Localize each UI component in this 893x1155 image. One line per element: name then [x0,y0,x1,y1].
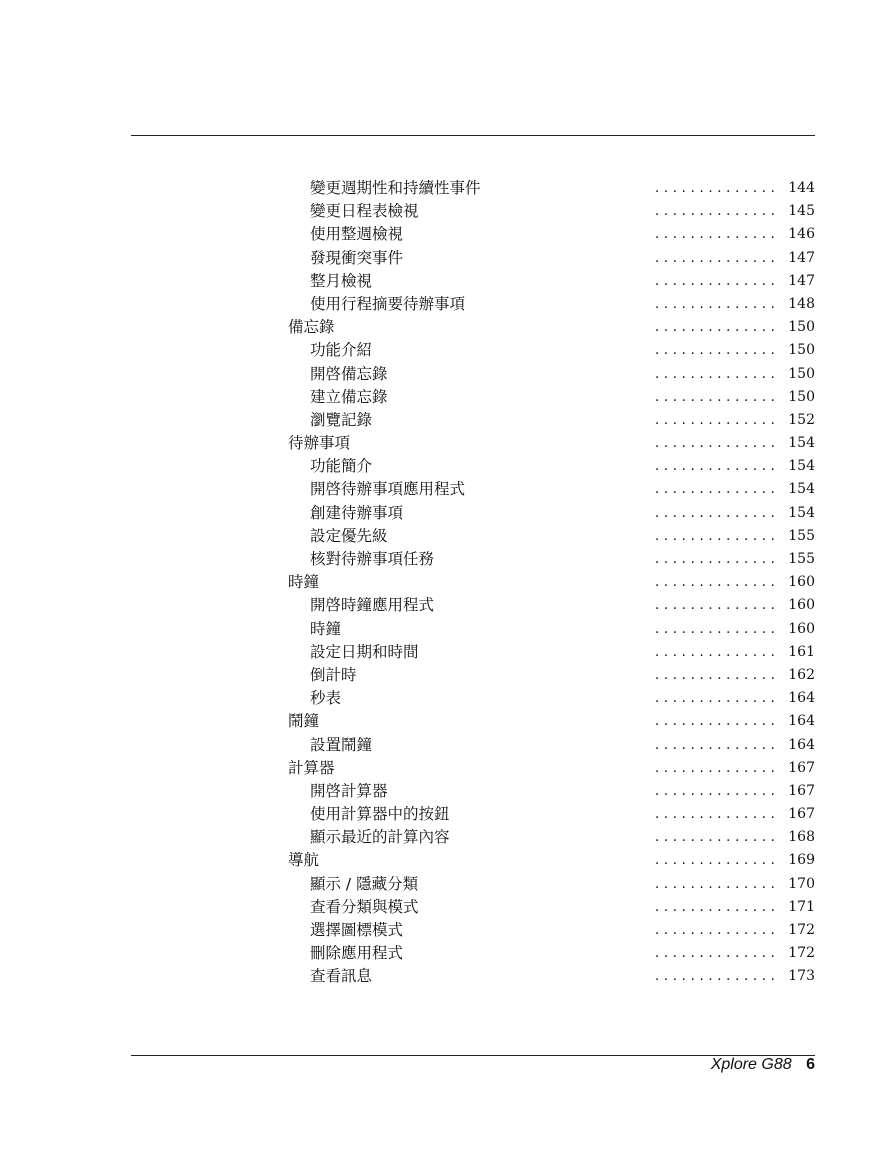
toc-subsection-entry[interactable] [288,826,815,849]
toc-subsection-entry[interactable] [288,548,815,571]
toc-entry-page-number: 146 [788,226,815,243]
toc-entry-page-number: 154 [788,481,815,498]
dot-leader: . . . . . . . . . . . . . . [654,782,775,799]
dot-leader: . . . . . . . . . . . . . . [654,922,775,938]
toc-entry-page-number: 155 [788,527,815,544]
footer-product-name: Xplore G88 [710,1056,792,1073]
toc-section-entry[interactable] [288,757,815,780]
toc-entry-title: 待辦事項 [288,434,354,452]
toc-subsection-entry[interactable] [288,200,815,223]
toc-subsection-entry[interactable] [288,965,815,988]
toc-entry-page-number: 145 [788,203,815,220]
toc-entry-page-number: 161 [788,643,815,660]
toc-entry-page-number: 150 [788,319,815,336]
toc-subsection-entry[interactable] [288,409,815,432]
toc-entry-title: 功能簡介 [310,457,376,475]
toc-entry-page-number: 167 [788,782,815,799]
toc-entry-title: 開啓時鐘應用程式 [310,596,438,614]
toc-entry-title: 發現衝突事件 [310,249,407,267]
dot-leader: . . . . . . . . . . . . . . [654,620,775,637]
dot-leader: . . . . . . . . . . . . . . [654,968,775,985]
dot-leader: . . . . . . . . . . . . . . [654,574,775,591]
toc-entry-title: 整月檢視 [310,272,376,290]
dot-leader: . . . . . . . . . . . . . . [654,713,775,730]
dot-leader: . . . . . . . . . . . . . . [654,759,775,776]
dot-leader: . . . . . . . . . . . . . . [654,295,775,312]
toc-entry-page-number: 171 [788,898,815,915]
toc-entry-title: 刪除應用程式 [310,944,407,962]
toc-entry-title: 瀏覽記錄 [310,411,376,429]
dot-leader: . . . . . . . . . . . . . . [654,342,775,359]
dot-leader: . . . . . . . . . . . . . . [654,806,775,823]
toc-entry-page-number: 144 [788,180,815,196]
dot-leader: . . . . . . . . . . . . . . [654,319,775,336]
dot-leader: . . . . . . . . . . . . . . [654,597,775,614]
toc-subsection-entry[interactable] [288,270,815,293]
toc-entry-title: 查看分類與模式 [310,898,423,916]
toc-entry-page-number: 155 [788,551,815,567]
toc-entry-page-number: 160 [788,620,815,637]
toc-entry-page-number: 168 [788,829,815,846]
toc-subsection-entry[interactable] [288,363,815,386]
toc-entry-title: 變更週期性和持續性事件 [310,179,485,197]
toc-entry-title: 顯示 / 隱藏分類 [310,875,422,893]
toc-entry-title: 計算器 [288,759,339,777]
toc-subsection-entry[interactable] [288,478,815,501]
toc-entry-title: 使用行程摘要待辦事項 [310,295,469,313]
toc-entry-page-number: 160 [788,597,815,614]
toc-entry-title: 開啓備忘錄 [310,365,392,383]
dot-leader: . . . . . . . . . . . . . . [654,736,775,753]
toc-entry-page-number: 147 [788,272,815,289]
toc-subsection-entry[interactable] [288,525,815,548]
toc-entry-title: 導航 [288,851,323,869]
dot-leader: . . . . . . . . . . . . . . [654,249,775,266]
toc-subsection-entry[interactable] [288,803,815,826]
toc-entry-page-number: 164 [788,713,815,730]
toc-entry-page-number: 154 [788,458,815,475]
toc-subsection-entry[interactable] [288,664,815,687]
toc-entry-title: 時鐘 [288,573,323,591]
toc-subsection-entry[interactable] [288,386,815,409]
dot-leader: . . . . . . . . . . . . . . [654,852,775,869]
toc-entry-page-number: 162 [788,666,815,683]
dot-leader: . . . . . . . . . . . . . . [654,527,775,544]
dot-leader: . . . . . . . . . . . . . . [654,829,775,846]
toc-subsection-entry[interactable] [288,919,815,942]
toc-entry-title: 開啓待辦事項應用程式 [310,480,469,498]
toc-entry-title: 顯示最近的計算內容 [310,828,454,846]
toc-subsection-entry[interactable] [288,618,815,641]
toc-entry-title: 倒計時 [310,666,361,684]
dot-leader: . . . . . . . . . . . . . . [654,643,775,660]
toc-entry-page-number: 172 [788,922,815,938]
toc-entry-page-number: 164 [788,736,815,753]
dot-leader: . . . . . . . . . . . . . . [654,945,775,962]
toc-subsection-entry[interactable] [288,177,815,200]
toc-entry-title: 開啓計算器 [310,782,392,800]
table-of-contents [288,177,815,989]
toc-entry-page-number: 173 [788,968,815,985]
toc-entry-page-number: 148 [788,295,815,312]
dot-leader: . . . . . . . . . . . . . . [654,666,775,683]
toc-section-entry[interactable] [288,316,815,339]
footer-page-number: 6 [806,1056,815,1073]
toc-entry-page-number: 152 [788,411,815,428]
dot-leader: . . . . . . . . . . . . . . [654,458,775,475]
toc-entry-title: 使用整週檢視 [310,225,407,243]
toc-entry-page-number: 170 [788,875,815,892]
toc-entry-title: 備忘錄 [288,318,339,336]
toc-entry-title: 秒表 [310,689,345,707]
toc-subsection-entry[interactable] [288,455,815,478]
dot-leader: . . . . . . . . . . . . . . [654,898,775,915]
dot-leader: . . . . . . . . . . . . . . [654,435,775,452]
toc-entry-page-number: 164 [788,690,815,707]
toc-entry-title: 創建待辦事項 [310,504,407,522]
toc-entry-title: 變更日程表檢視 [310,202,423,220]
toc-entry-title: 使用計算器中的按鈕 [310,805,454,823]
toc-entry-page-number: 169 [788,852,815,869]
toc-section-entry[interactable] [288,710,815,733]
dot-leader: . . . . . . . . . . . . . . [654,481,775,498]
toc-entry-title: 時鐘 [310,620,345,638]
dot-leader: . . . . . . . . . . . . . . [654,272,775,289]
toc-subsection-entry[interactable] [288,339,815,362]
toc-subsection-entry[interactable] [288,896,815,919]
toc-subsection-entry[interactable] [288,734,815,757]
dot-leader: . . . . . . . . . . . . . . [654,690,775,707]
dot-leader: . . . . . . . . . . . . . . [654,226,775,243]
toc-entry-title: 核對待辦事項任務 [310,550,438,568]
toc-entry-page-number: 154 [788,435,815,452]
toc-subsection-entry[interactable] [288,594,815,617]
dot-leader: . . . . . . . . . . . . . . [654,875,775,892]
toc-entry-page-number: 147 [788,249,815,266]
dot-leader: . . . . . . . . . . . . . . [654,203,775,220]
dot-leader: . . . . . . . . . . . . . . [654,365,775,382]
toc-section-entry[interactable] [288,571,815,594]
page-footer [711,1056,815,1074]
toc-section-entry[interactable] [288,432,815,455]
toc-entry-page-number: 150 [788,365,815,382]
toc-subsection-entry[interactable] [288,780,815,803]
toc-entry-title: 設定優先級 [310,527,392,545]
toc-subsection-entry[interactable] [288,873,815,896]
toc-subsection-entry[interactable] [288,687,815,710]
toc-subsection-entry[interactable] [288,502,815,525]
toc-subsection-entry[interactable] [288,223,815,246]
toc-entry-page-number: 150 [788,388,815,405]
toc-entry-title: 設定日期和時間 [310,643,423,661]
toc-entry-title: 設置鬧鐘 [310,736,376,754]
toc-subsection-entry[interactable] [288,942,815,965]
dot-leader: . . . . . . . . . . . . . . [654,411,775,428]
toc-entry-page-number: 154 [788,504,815,521]
header-rule [131,135,815,136]
dot-leader: . . . . . . . . . . . . . . [654,388,775,405]
dot-leader: . . . . . . . . . . . . . . [654,551,775,567]
toc-subsection-entry[interactable] [288,247,815,270]
toc-entry-title: 選擇圖標模式 [310,921,407,939]
toc-entry-page-number: 160 [788,574,815,591]
toc-entry-title: 鬧鐘 [288,712,323,730]
dot-leader: . . . . . . . . . . . . . . [654,180,775,196]
toc-entry-page-number: 172 [788,945,815,962]
toc-entry-title: 查看訊息 [310,967,376,985]
toc-subsection-entry[interactable] [288,293,815,316]
toc-entry-title: 功能介紹 [310,341,376,359]
dot-leader: . . . . . . . . . . . . . . [654,504,775,521]
toc-entry-title: 建立備忘錄 [310,388,392,406]
toc-section-entry[interactable] [288,849,815,872]
toc-entry-page-number: 167 [788,759,815,776]
toc-entry-page-number: 150 [788,342,815,359]
toc-subsection-entry[interactable] [288,641,815,664]
toc-entry-page-number: 167 [788,806,815,823]
